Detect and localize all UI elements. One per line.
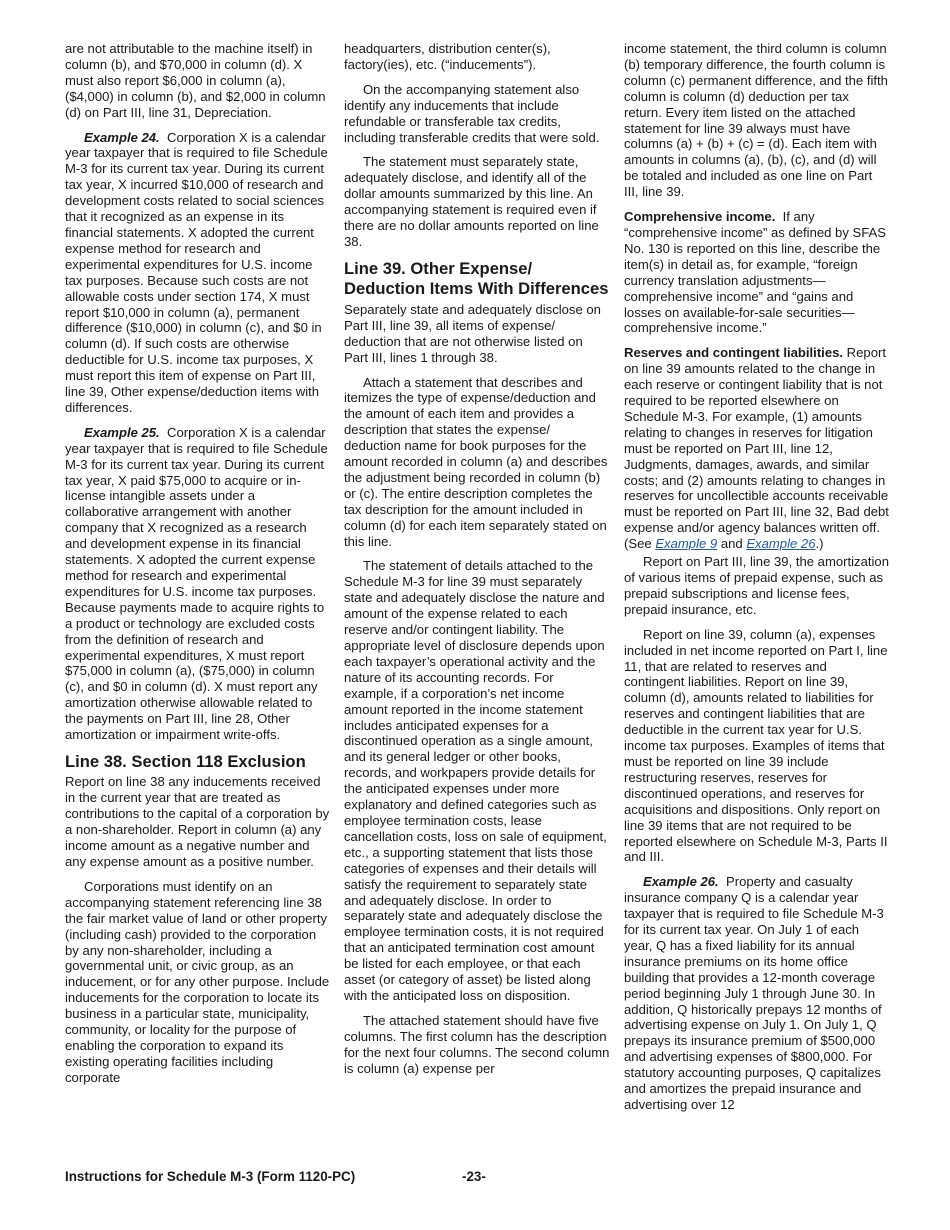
paragraph: The attached statement should have five columns. The first column has the description for the next four columns. The second column is column (a) expense per bbox=[344, 1012, 610, 1076]
conjunction-text: and bbox=[720, 536, 743, 552]
example-label: Example 25. bbox=[84, 424, 160, 440]
paragraph: Separately state and adequately disclose on Part III, line 39, all items of expense/ deduction that are not otherwise listed on Part III, lines 1 through 38. bbox=[344, 301, 601, 365]
section-heading-line-38: Line 38. Section 118 Exclusion bbox=[65, 751, 306, 771]
example-26-link[interactable]: Example 26 bbox=[746, 536, 816, 552]
comprehensive-income-paragraph bbox=[624, 209, 890, 336]
paragraph-text: Report on line 39 amounts related to the change in each reserve or contingent liability that is not required to be reported elsewhere on Schedule M-3. For example, (1) amounts relating to changes in reserves for litigation must be reported on Part III, line 12, Judgments, damages, awards, and similar costs; and (2) amounts relating to changes in reserves for uncollectible accounts receivable must be reported on Part III, line 32, Bad debt expense and/or agency balances written off. (See bbox=[624, 345, 889, 552]
example-24 bbox=[65, 130, 331, 416]
column-middle bbox=[344, 41, 610, 1076]
section-heading-line-39: Line 39. Other Expense/ Deduction Items With Differences bbox=[344, 258, 609, 299]
paragraph: are not attributable to the machine itself) in column (b), and $70,000 in column (d). X must also report $6,000 in column (a), ($4,000) in column (b), and $2,000 in column (d) on Part III, line 31, Depreciation. bbox=[65, 41, 326, 120]
paragraph-text: If any “comprehensive income” as defined by SFAS No. 130 is reported on this line, describe the item(s) in detail as, for example, “foreign currency translation adjustments—comprehensive income” and “gains and losses on available-for-sale securities—comprehensive income.” bbox=[624, 209, 887, 336]
run-in-heading: Comprehensive income. bbox=[624, 209, 776, 225]
paragraph: headquarters, distribution center(s), factory(ies), etc. (“inducements”). bbox=[344, 41, 551, 72]
reserves-paragraph bbox=[624, 345, 890, 552]
example-label: Example 26. bbox=[643, 874, 719, 890]
paragraph: The statement must separately state, adequately disclose, and identify all of the dollar amounts summarized by this line. An accompanying statement is required even if there are no dollar amounts reported on line 38. bbox=[344, 154, 599, 249]
paragraph: Report on line 39, column (a), expenses included in net income reported on Part I, line 11, that are related to reserves and contingent liabilities. Report on line 39, column (d), amounts related to liabilities for reserves and contingent liabilities that are deductible in the current tax year for U.S. income tax purposes. Examples of items that must be reported on line 39 include restructuring reserves, reserves for discontinued operations, and reserves for acquisitions and dispositions. Only report on line 39 items that are not required to be reported elsewhere on Schedule M-3, Parts II and III. bbox=[624, 626, 888, 865]
column-right bbox=[624, 41, 890, 1113]
paragraph: Report on line 38 any inducements received in the current year that are treated as contributions to the capital of a corporation by a non-shareholder. Report in column (a) any income amount as a negative number and any expense amount as a positive number. bbox=[65, 774, 330, 869]
paragraph: Corporations must identify on an accompanying statement referencing line 38 the fair market value of land or other property (including cash) provided to the corporation by any non-shareholder, including a governmental unit, or civic group, as an inducement, or for any other purpose. Include inducements for the corporation to locate its business in a particular state, municipality, community, or locality for the purpose of enabling the corporation to expand its existing operating facilities including corporate bbox=[65, 878, 330, 1085]
example-text: Corporation X is a calendar year taxpayer that is required to file Schedule M-3 for its current tax year. During its current tax year, X incurred $10,000 of research and development costs related to social sciences that it recognized as an expense in its financial statements. X adopted the current expense method for research and experimental expenditures for U.S. income tax purposes. Because such costs are not allowable costs under section 174, X must report $10,000 in column (a), permanent difference ($10,000) in column (c), and $0 in column (d). If such costs are otherwise deductible for U.S. income tax purposes, X must report this item of expense on Part III, line 39, Other expense/deduction items with differences. bbox=[65, 129, 328, 415]
column-left bbox=[65, 41, 331, 1086]
page-number: -23- bbox=[462, 1169, 486, 1184]
paragraph: income statement, the third column is column (b) temporary difference, the fourth column is column (c) permanent difference, and the fifth column is column (d) deduction per tax return. Every item listed on the attached statement for line 39 always must have columns (a) + (b) + (c) = (d). Each item with amounts in columns (a), (b), (c), and (d) will be totaled and included as one line on Part III, line 39. bbox=[624, 41, 888, 200]
example-text: Corporation X is a calendar year taxpayer that is required to file Schedule M-3 for its current tax year. During its current tax year, X paid $75,000 to acquire or in-license intangible assets under a collaborative arrangement with another company that X recognized as a research and development expense in its financial statements. X adopted the current expense method for research and experimental expenditures for U.S. income tax purposes. Because payments made to acquire rights to a product or technology are excluded costs from the definition of research and experimental expenditures, X must report $75,000 in column (a), ($75,000) in column (c), and $0 in column (d). X must report any amortization otherwise allowable related to the payments on Part III, line 28, Other amortization or impairment write-offs. bbox=[65, 424, 328, 743]
example-9-link[interactable]: Example 9 bbox=[655, 536, 718, 552]
paragraph: The statement of details attached to the Schedule M-3 for line 39 must separately state and adequately disclose the nature and amount of the expense related to each reserve and/or contingent liability. The appropriate level of disclosure depends upon each taxpayer’s operational activity and the nature of its accounting records. For example, if a corporation’s net income amount reported in the income statement includes anticipated expenses for a discontinued operation as a single amount, and its general ledger or other books, records, and workpapers provide details for the anticipated expenses under more explanatory and defined categories such as employee termination costs, lease cancellation costs, loss on sale of equipment, etc., a supporting statement that lists those categories of expenses and their details will satisfy the requirement to separately state and adequately disclose. In order to separately state and adequately disclose the employee termination costs, it is not required that an anticipated termination cost amount be listed for each employee, or that each asset (or category of asset) be listed along with the anticipated loss on disposition. bbox=[344, 558, 607, 1003]
paragraph: Report on Part III, line 39, the amortization of various items of prepaid expense, such as prepaid subscriptions and license fees, prepaid insurance, etc. bbox=[624, 554, 890, 617]
paragraph: On the accompanying statement also identify any inducements that include refundable or transferable tax credits, including transferable credits that were sold. bbox=[344, 81, 600, 145]
run-in-heading: Reserves and contingent liabilities. bbox=[624, 345, 844, 361]
example-25 bbox=[65, 425, 331, 743]
example-text: Property and casualty insurance company Q is a calendar year taxpayer that is required to file Schedule M-3 for its current tax year. On July 1 of each year, Q has a fixed liability for its annual insurance premiums on its home office building that provides a 12-month coverage period beginning July 1 through June 30. In addition, Q historically prepays 12 months of advertising expense on July 1. On July 1, Q prepays its insurance premium of $500,000 and advertising expenses of $800,000. For statutory accounting purposes, Q capitalizes and amortizes the prepaid insurance and advertising over 12 bbox=[624, 874, 884, 1112]
example-label: Example 24. bbox=[84, 129, 160, 145]
closing-text: .) bbox=[815, 536, 824, 552]
example-26 bbox=[624, 874, 890, 1113]
footer-title: Instructions for Schedule M-3 (Form 1120-PC) bbox=[65, 1169, 356, 1184]
paragraph: Attach a statement that describes and itemizes the type of expense/deduction and the amount of each item and provides a description that states the expense/ deduction name for book purposes for the amount recorded in column (a) and describes the adjustment being recorded in column (b) or (c). The entire description completes the tax description for the amount included in column (d) for each item separately stated on this line. bbox=[344, 374, 608, 549]
